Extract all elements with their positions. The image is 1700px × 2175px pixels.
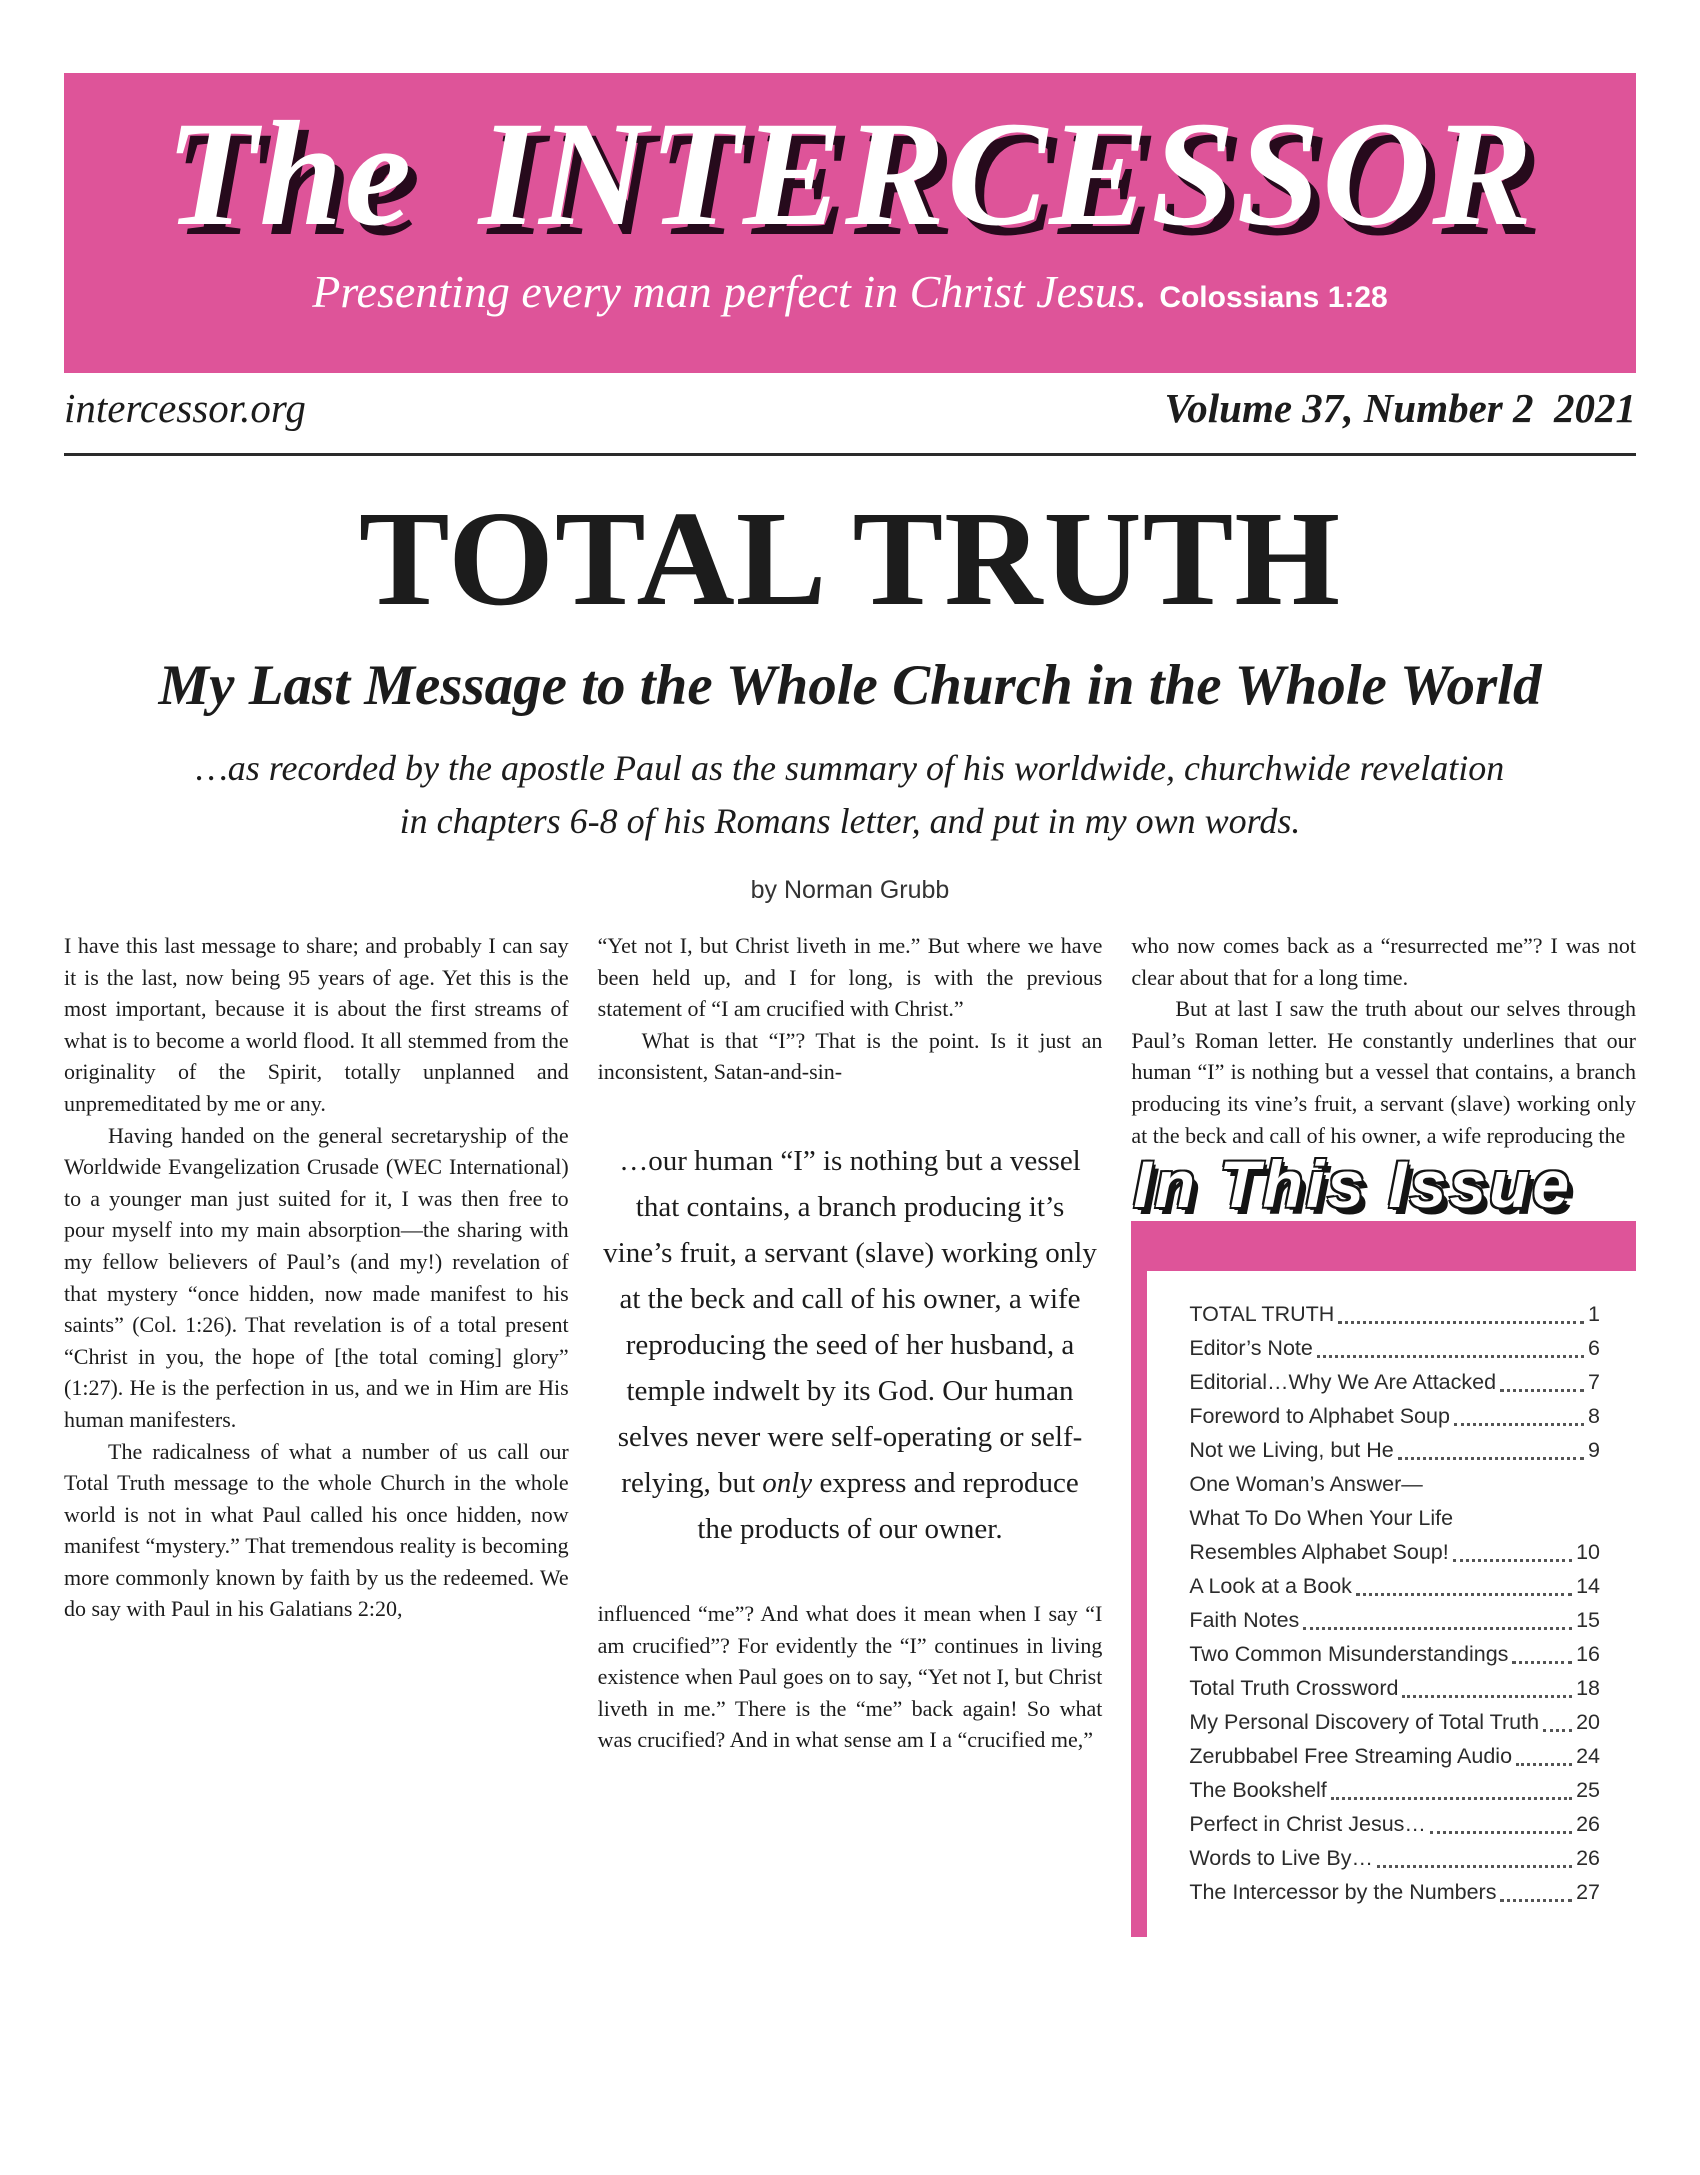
toc-dot-leader [1398, 1457, 1584, 1460]
deck-line-1: …as recorded by the apostle Paul as the summary of his worldwide, churchwide revelation [195, 748, 1505, 788]
newsletter-title: The INTERCESSOR [165, 91, 1535, 257]
toc-entry [1189, 1399, 1600, 1433]
tagline-text: Presenting every man perfect in Christ Jesus. [312, 266, 1148, 317]
toc-entry-row [1189, 1637, 1600, 1671]
toc-dot-leader [1516, 1763, 1572, 1766]
toc-dot-leader [1430, 1831, 1572, 1834]
website-url: intercessor.org [64, 385, 306, 431]
toc-entry [1189, 1875, 1600, 1909]
toc-entry-label: Two Common Misunderstandings [1189, 1642, 1509, 1667]
toc-entry [1189, 1603, 1600, 1637]
toc-page-number: 26 [1576, 1846, 1601, 1871]
toc-entry [1189, 1739, 1600, 1773]
toc-dot-leader [1500, 1389, 1584, 1392]
article-body-columns [64, 930, 1636, 1937]
toc-page-number: 20 [1576, 1710, 1601, 1735]
body-paragraph: But at last I saw the truth about our selves through Paul’s Roman letter. He constantly underlines that our human “I” is nothing but a vessel that contains, a branch producing its vine’s fruit, a servant (slave) working only at the beck and call of his owner, a wife reproducing the [1131, 996, 1637, 1148]
table-of-contents [1131, 1271, 1636, 1937]
toc-entry-row [1189, 1671, 1600, 1705]
toc-entry [1189, 1841, 1600, 1875]
toc-entry-label: Not we Living, but He [1189, 1438, 1394, 1463]
toc-entry-row [1189, 1365, 1600, 1399]
toc-entry-row [1189, 1773, 1600, 1807]
toc-entry-row [1189, 1297, 1600, 1331]
toc-entry-label: Resembles Alphabet Soup! [1189, 1540, 1449, 1565]
toc-entry-row [1189, 1399, 1600, 1433]
issue-info-row [64, 384, 1636, 432]
toc-entry-label: Editorial…Why We Are Attacked [1189, 1370, 1497, 1395]
body-paragraph: “Yet not I, but Christ liveth in me.” But where we have been held up, and I for long, is with the previous statement of “I am crucified with Christ.” [597, 933, 1103, 1022]
toc-dot-leader [1331, 1797, 1572, 1800]
toc-dot-leader [1338, 1321, 1584, 1324]
toc-entry [1189, 1467, 1600, 1569]
text-column-3 [1131, 930, 1636, 1937]
toc-page-number: 9 [1588, 1438, 1601, 1463]
in-this-issue-box [1131, 1147, 1636, 1937]
column-2-text-bottom [598, 1598, 1103, 1756]
toc-dot-leader [1317, 1355, 1584, 1358]
toc-entry-label: My Personal Discovery of Total Truth [1189, 1710, 1540, 1735]
pull-quote-emphasis: only [762, 1466, 813, 1499]
article-headline: TOTAL TRUTH [358, 484, 1342, 634]
body-paragraph: Having handed on the general secretaryship of the Worldwide Evangelization Crusade (WEC International) to a younger man just suited for it, I was then free to pour myself into my main absorption—the sharing with my fellow believers of Paul’s (and my!) revelation of that mystery “once hidden, now made manifest to his saints” (Col. 1:26). That revelation is of a total present “Christ in you, the hope of [the total coming] glory” (1:27). He is the perfection in us, and we in Him are His human manifesters. [64, 1122, 569, 1432]
toc-page-number: 26 [1576, 1812, 1601, 1837]
toc-page-number: 1 [1588, 1302, 1601, 1327]
toc-entry [1189, 1433, 1600, 1467]
toc-entry-label: Words to Live By… [1189, 1846, 1373, 1871]
toc-dot-leader [1454, 1423, 1584, 1426]
toc-entry-row [1189, 1739, 1600, 1773]
toc-page-number: 10 [1576, 1540, 1601, 1565]
in-this-issue-pink-bar [1131, 1221, 1636, 1271]
toc-dot-leader [1500, 1899, 1572, 1902]
toc-entry-label: Zerubbabel Free Streaming Audio [1189, 1744, 1513, 1769]
toc-entry-label: The Bookshelf [1189, 1778, 1327, 1803]
toc-entry-row [1189, 1875, 1600, 1909]
body-paragraph: I have this last message to share; and probably I can say it is the last, now being 95 years of age. Yet this is the most important, because it is about the first streams of what is to become a world flood. It all stemmed from the originality of the Spirit, totally unplanned and unpremeditated by me or any. [64, 933, 569, 1116]
body-paragraph: who now comes back as a “resurrected me”? I was not clear about that for a long time. [1131, 933, 1637, 990]
masthead-banner [64, 73, 1636, 373]
deck-line-2: in chapters 6-8 of his Romans letter, and put in my own words. [399, 801, 1301, 841]
toc-dot-leader [1512, 1661, 1572, 1664]
pull-quote-text-end: express and reproduce the products of our owner. [697, 1466, 1079, 1545]
toc-entry-label: Editor’s Note [1189, 1336, 1313, 1361]
toc-entry-label: TOTAL TRUTH [1189, 1302, 1335, 1327]
toc-entry [1189, 1807, 1600, 1841]
pull-quote [602, 1138, 1099, 1552]
toc-entry-label: Foreword to Alphabet Soup [1189, 1404, 1450, 1429]
toc-entry-row [1189, 1569, 1600, 1603]
in-this-issue-header [1131, 1147, 1636, 1271]
toc-entry-label: A Look at a Book [1189, 1574, 1352, 1599]
toc-page-number: 7 [1588, 1370, 1601, 1395]
toc-entry-row [1189, 1603, 1600, 1637]
tagline-scripture-reference: Colossians 1:28 [1159, 281, 1388, 314]
toc-page-number: 6 [1588, 1336, 1601, 1361]
toc-entry-row [1189, 1331, 1600, 1365]
text-column-1 [64, 930, 569, 1937]
toc-page-number: 16 [1576, 1642, 1601, 1667]
toc-dot-leader [1543, 1729, 1572, 1732]
toc-entry-row [1189, 1807, 1600, 1841]
toc-page-number: 24 [1576, 1744, 1601, 1769]
toc-entry [1189, 1773, 1600, 1807]
toc-page-number: 8 [1588, 1404, 1601, 1429]
toc-page-number: 15 [1576, 1608, 1601, 1633]
article-deck [0, 742, 1700, 848]
toc-dot-leader [1377, 1865, 1572, 1868]
text-column-2 [598, 930, 1103, 1937]
toc-entry [1189, 1671, 1600, 1705]
volume-number: Volume 37, Number 2 2021 [1164, 385, 1636, 431]
column-3-text [1131, 930, 1636, 1151]
pull-quote-text: …our human “I” is nothing but a vessel that contains, a branch producing it’s vine’s fruit, a servant (slave) working only at the beck and call of his owner, a wife reproducing the seed of her husband, a temple indwelt by its God. Our human selves never were self-operating or self-relying, but [603, 1144, 1097, 1499]
toc-entry-line: What To Do When Your Life [1189, 1506, 1454, 1531]
tagline [64, 265, 1636, 318]
body-paragraph: influenced “me”? And what does it mean when I say “I am crucified”? For evidently the “I” continues in living existence when Paul goes on to say, “Yet not I, but Christ liveth in me.” There is the “me” back again! So what was crucified? And in what sense am I a “crucified me,” [597, 1600, 1103, 1753]
toc-page-number: 14 [1576, 1574, 1601, 1599]
toc-entry [1189, 1331, 1600, 1365]
toc-entry-line: One Woman’s Answer— [1189, 1472, 1423, 1497]
toc-entry-label: Total Truth Crossword [1189, 1676, 1399, 1701]
toc-entry-label: Perfect in Christ Jesus… [1189, 1812, 1426, 1837]
toc-page-number: 25 [1576, 1778, 1601, 1803]
toc-entry-label: The Intercessor by the Numbers [1189, 1880, 1497, 1905]
toc-dot-leader [1303, 1627, 1572, 1630]
toc-page-number: 27 [1576, 1880, 1601, 1905]
body-paragraph: The radicalness of what a number of us call our Total Truth message to the whole Church in the whole world is not in what Paul called his once hidden, now manifest “mystery.” That tremendous reality is becoming more commonly known by faith by us the redeemed. We do say with Paul in his Galatians 2:20, [64, 1438, 569, 1622]
toc-page-number: 18 [1576, 1676, 1601, 1701]
toc-entry-label: Faith Notes [1189, 1608, 1300, 1633]
toc-entry [1189, 1569, 1600, 1603]
byline: by Norman Grubb [750, 876, 950, 904]
toc-entry [1189, 1705, 1600, 1739]
body-paragraph: What is that “I”? That is the point. Is it just an inconsistent, Satan-and-sin- [597, 1027, 1103, 1085]
toc-dot-leader [1453, 1559, 1572, 1562]
toc-entry-row [1189, 1433, 1600, 1467]
in-this-issue-title: In This Issue [1133, 1147, 1573, 1222]
column-2-text-top [598, 930, 1103, 1088]
toc-dot-leader [1402, 1695, 1572, 1698]
toc-list [1189, 1297, 1600, 1909]
toc-entry-row [1189, 1535, 1600, 1569]
divider-rule [64, 453, 1636, 456]
toc-entry [1189, 1637, 1600, 1671]
toc-entry-row [1189, 1705, 1600, 1739]
toc-entry [1189, 1365, 1600, 1399]
article-subtitle: My Last Message to the Whole Church in the Whole World [158, 654, 1542, 717]
toc-dot-leader [1356, 1593, 1572, 1596]
toc-entry-row [1189, 1841, 1600, 1875]
toc-entry [1189, 1297, 1600, 1331]
